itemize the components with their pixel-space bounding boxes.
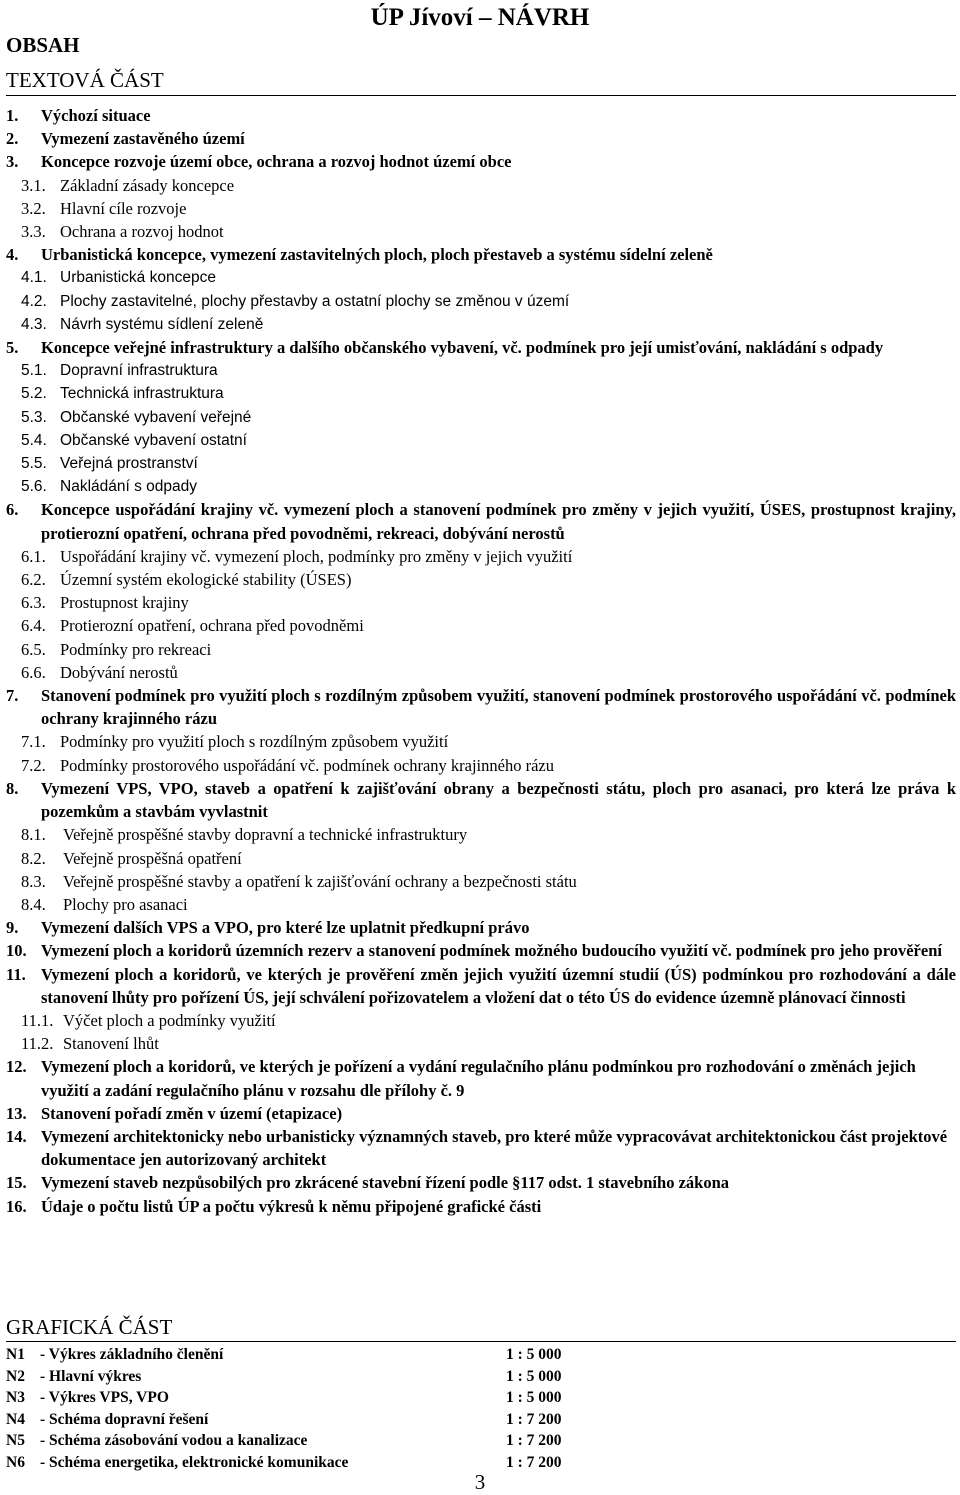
toc-number: 10. xyxy=(6,941,27,961)
toc-number: 5. xyxy=(6,338,19,358)
table-of-contents xyxy=(6,104,956,1218)
toc-number: 8.4. xyxy=(21,894,46,914)
toc-title: Technická infrastruktura xyxy=(60,385,224,403)
toc-number: 5.4. xyxy=(21,431,47,449)
toc-subchapter xyxy=(6,452,956,475)
toc-subchapter xyxy=(6,220,956,243)
toc-number: 3.2. xyxy=(21,198,46,218)
toc-subchapter xyxy=(6,661,956,684)
toc-number: 8.1. xyxy=(21,825,46,845)
toc-number: 6.1. xyxy=(21,546,46,566)
toc-subchapter xyxy=(6,638,956,661)
drawing-code: N3 xyxy=(6,1389,25,1407)
drawing-scale: 1 : 5 000 xyxy=(506,1389,562,1407)
toc-title: Stanovení lhůt xyxy=(63,1034,159,1054)
toc-subchapter xyxy=(6,406,956,429)
toc-chapter xyxy=(6,336,956,359)
toc-title: Územní systém ekologické stability (ÚSES) xyxy=(60,570,352,590)
toc-title: Základní zásady koncepce xyxy=(60,175,235,195)
toc-number: 3. xyxy=(6,152,19,172)
toc-subchapter xyxy=(6,823,956,846)
toc-number: 5.2. xyxy=(21,385,47,403)
toc-subchapter xyxy=(6,197,956,220)
drawing-list xyxy=(6,1344,586,1474)
toc-chapter xyxy=(6,1125,956,1171)
toc-number: 6.5. xyxy=(21,639,46,659)
toc-title: Údaje o počtu listů ÚP a počtu výkresů k němu připojené grafické části xyxy=(41,1196,542,1216)
drawing-name: - Schéma zásobování vodou a kanalizace xyxy=(40,1432,308,1450)
toc-chapter xyxy=(6,963,956,1009)
toc-number: 7.1. xyxy=(21,732,46,752)
toc-title: Vymezení zastavěného území xyxy=(41,129,245,149)
page-number: 3 xyxy=(474,1470,486,1494)
toc-subchapter xyxy=(6,754,956,777)
drawing-row xyxy=(6,1430,586,1452)
toc-number: 11.2. xyxy=(21,1034,54,1054)
toc-title: Vymezení VPS, VPO, staveb a opatření k zajišťování obrany a bezpečnosti státu, ploch pro asanaci, pro která lze práva k pozemkům a stavbám vyvlastnit xyxy=(41,778,956,822)
toc-subchapter xyxy=(6,313,956,336)
toc-subchapter xyxy=(6,359,956,382)
toc-chapter xyxy=(6,243,956,266)
toc-number: 1. xyxy=(6,106,19,125)
drawing-scale: 1 : 7 200 xyxy=(506,1432,562,1450)
toc-title: Výchozí situace xyxy=(41,106,151,125)
toc-title: Plochy zastavitelné, plochy přestavby a ostatní plochy se změnou v území xyxy=(60,292,570,310)
toc-title: Stanovení pořadí změn v území (etapizace) xyxy=(41,1103,343,1123)
toc-chapter xyxy=(6,498,956,544)
toc-title: Podmínky prostorového uspořádání vč. podmínek ochrany krajinného rázu xyxy=(60,755,554,775)
toc-number: 3.3. xyxy=(21,222,46,242)
toc-title: Koncepce rozvoje území obce, ochrana a rozvoj hodnot území obce xyxy=(41,152,512,172)
toc-chapter xyxy=(6,939,956,962)
drawing-name: - Výkres VPS, VPO xyxy=(40,1389,169,1407)
drawing-row xyxy=(6,1366,586,1388)
drawing-scale: 1 : 5 000 xyxy=(506,1346,562,1363)
toc-subchapter xyxy=(6,1009,956,1032)
drawing-row xyxy=(6,1387,586,1409)
toc-number: 14. xyxy=(6,1126,27,1146)
contents-heading: OBSAH xyxy=(6,33,80,57)
drawing-row xyxy=(6,1409,586,1431)
toc-chapter xyxy=(6,104,956,127)
toc-title: Nakládání s odpady xyxy=(60,478,198,496)
toc-title: Vymezení dalších VPS a VPO, pro které lze uplatnit předkupní právo xyxy=(41,918,530,938)
drawing-code: N2 xyxy=(6,1367,25,1385)
toc-chapter xyxy=(6,777,956,823)
toc-title: Dobývání nerostů xyxy=(60,662,178,682)
toc-number: 6. xyxy=(6,500,19,520)
drawing-scale: 1 : 5 000 xyxy=(506,1367,562,1385)
toc-title: Veřejná prostranství xyxy=(60,455,198,473)
toc-title: Návrh systému sídlení zeleně xyxy=(60,315,264,333)
toc-chapter xyxy=(6,1171,956,1194)
toc-subchapter xyxy=(6,429,956,452)
drawing-scale: 1 : 7 200 xyxy=(506,1410,562,1428)
toc-number: 6.3. xyxy=(21,593,46,613)
toc-title: Podmínky pro rekreaci xyxy=(60,639,212,659)
toc-title: Urbanistická koncepce, vymezení zastavitelných ploch, ploch přestaveb a systému sídelní zeleně xyxy=(41,245,713,265)
toc-chapter xyxy=(6,916,956,939)
toc-number: 11.1. xyxy=(21,1010,54,1030)
toc-subchapter xyxy=(6,290,956,313)
toc-title: Výčet ploch a podmínky využití xyxy=(63,1010,276,1030)
toc-title: Vymezení ploch a koridorů územních rezerv a stanovení podmínek možného budoucího využití vč. podmínek pro jeho prověření xyxy=(41,941,942,961)
toc-number: 6.6. xyxy=(21,662,46,682)
toc-title: Podmínky pro využití ploch s rozdílným způsobem využití xyxy=(60,732,449,752)
drawing-code: N1 xyxy=(6,1346,25,1363)
toc-chapter xyxy=(6,150,956,173)
toc-chapter xyxy=(6,1102,956,1125)
toc-title: Koncepce uspořádání krajiny vč. vymezení ploch a stanovení podmínek pro změny v jejich využití, ÚSES, prostupnost krajiny, protierozní opatření, ochrana před povodněmi, rekreaci, dobývání nerostů xyxy=(41,500,956,543)
toc-subchapter xyxy=(6,475,956,498)
toc-title: Urbanistická koncepce xyxy=(60,269,216,287)
toc-title: Občanské vybavení veřejné xyxy=(60,408,252,426)
toc-subchapter xyxy=(6,1032,956,1055)
toc-title: Vymezení staveb nezpůsobilých pro zkrácené stavební řízení podle §117 odst. 1 stavebního zákona xyxy=(41,1173,729,1193)
divider-line xyxy=(6,1341,956,1342)
drawing-scale: 1 : 7 200 xyxy=(506,1453,562,1471)
toc-subchapter xyxy=(6,730,956,753)
toc-title: Dopravní infrastruktura xyxy=(60,362,218,380)
toc-number: 5.5. xyxy=(21,455,47,473)
toc-subchapter xyxy=(6,870,956,893)
toc-title: Prostupnost krajiny xyxy=(60,593,189,613)
drawing-code: N5 xyxy=(6,1432,25,1450)
toc-subchapter xyxy=(6,382,956,405)
toc-number: 4.2. xyxy=(21,292,47,310)
toc-title: Koncepce veřejné infrastruktury a dalšího občanského vybavení, vč. podmínek pro její umisťování, nakládání s odpady xyxy=(41,338,884,358)
toc-title: Uspořádání krajiny vč. vymezení ploch, podmínky pro změny v jejich využití xyxy=(60,546,573,566)
toc-number: 15. xyxy=(6,1173,27,1193)
toc-chapter xyxy=(6,684,956,730)
document-header xyxy=(0,0,960,96)
toc-number: 7.2. xyxy=(21,755,46,775)
toc-title: Veřejně prospěšná opatření xyxy=(63,848,242,868)
toc-number: 8.3. xyxy=(21,871,46,891)
toc-number: 7. xyxy=(6,686,19,706)
toc-number: 6.2. xyxy=(21,570,46,590)
toc-title: Stanovení podmínek pro využití ploch s rozdílným způsobem využití, stanovení podmínek prostorového uspořádání vč. podmínek ochrany krajinného rázu xyxy=(41,686,956,729)
toc-title: Veřejně prospěšné stavby dopravní a technické infrastruktury xyxy=(63,825,468,845)
toc-number: 16. xyxy=(6,1196,27,1216)
toc-number: 5.3. xyxy=(21,408,47,426)
toc-number: 5.1. xyxy=(21,362,47,380)
toc-title: Hlavní cíle rozvoje xyxy=(60,198,187,218)
toc-subchapter xyxy=(6,591,956,614)
toc-title: Veřejně prospěšné stavby a opatření k zajišťování ochrany a bezpečnosti státu xyxy=(63,871,577,891)
document-title: ÚP Jívoví – NÁVRH xyxy=(370,4,590,31)
toc-number: 13. xyxy=(6,1103,27,1123)
toc-chapter xyxy=(6,127,956,150)
toc-chapter xyxy=(6,1195,956,1218)
toc-subchapter xyxy=(6,847,956,870)
toc-number: 4.3. xyxy=(21,315,47,333)
drawing-name: - Výkres základního členění xyxy=(40,1346,224,1363)
toc-number: 11. xyxy=(6,964,26,984)
drawing-name: - Schéma dopravní řešení xyxy=(40,1410,209,1428)
toc-number: 4.1. xyxy=(21,269,47,287)
toc-number: 6.4. xyxy=(21,616,46,636)
toc-title: Protierozní opatření, ochrana před povodněmi xyxy=(60,616,364,636)
drawing-name: - Schéma energetika, elektronické komunikace xyxy=(40,1453,349,1471)
toc-number: 5.6. xyxy=(21,478,47,496)
toc-number: 4. xyxy=(6,245,19,265)
toc-subchapter xyxy=(6,614,956,637)
toc-number: 8.2. xyxy=(21,848,46,868)
toc-subchapter xyxy=(6,893,956,916)
toc-title: Vymezení ploch a koridorů, ve kterých je prověření změn jejich využití územní studií (ÚS) podmínkou pro rozhodování a dále stanovení lhůty pro pořízení ÚS, její schválení pořizovatelem a vložení dat o této ÚS do evidence územně plánovací činnosti xyxy=(41,964,956,1007)
text-section-heading: TEXTOVÁ ČÁST xyxy=(6,68,164,92)
toc-number: 3.1. xyxy=(21,175,46,195)
toc-title: Ochrana a rozvoj hodnot xyxy=(60,222,224,242)
toc-chapter xyxy=(6,1055,956,1101)
toc-number: 2. xyxy=(6,129,19,149)
toc-title: Plochy pro asanaci xyxy=(63,894,188,914)
divider-line xyxy=(6,95,956,96)
toc-number: 12. xyxy=(6,1057,27,1077)
drawing-code: N6 xyxy=(6,1453,25,1471)
toc-subchapter xyxy=(6,568,956,591)
toc-number: 8. xyxy=(6,778,19,798)
toc-subchapter xyxy=(6,174,956,197)
toc-title: Vymezení ploch a koridorů, ve kterých je pořízení a vydání regulačního plánu podmínkou pro rozhodování o změnách jejich využití a zadání regulačního plánu v rozsahu dle přílohy č. 9 xyxy=(41,1057,916,1100)
drawing-row xyxy=(6,1344,586,1366)
toc-number: 9. xyxy=(6,918,19,938)
graphic-section-heading: GRAFICKÁ ČÁST xyxy=(6,1315,173,1339)
toc-title: Vymezení architektonicky nebo urbanisticky významných staveb, pro které může vypracovávat architektonickou část projektové dokumentace jen autorizovaný architekt xyxy=(41,1126,948,1170)
drawing-code: N4 xyxy=(6,1410,25,1428)
toc-title: Občanské vybavení ostatní xyxy=(60,431,247,449)
toc-subchapter xyxy=(6,545,956,568)
drawing-name: - Hlavní výkres xyxy=(40,1367,142,1385)
toc-subchapter xyxy=(6,266,956,289)
